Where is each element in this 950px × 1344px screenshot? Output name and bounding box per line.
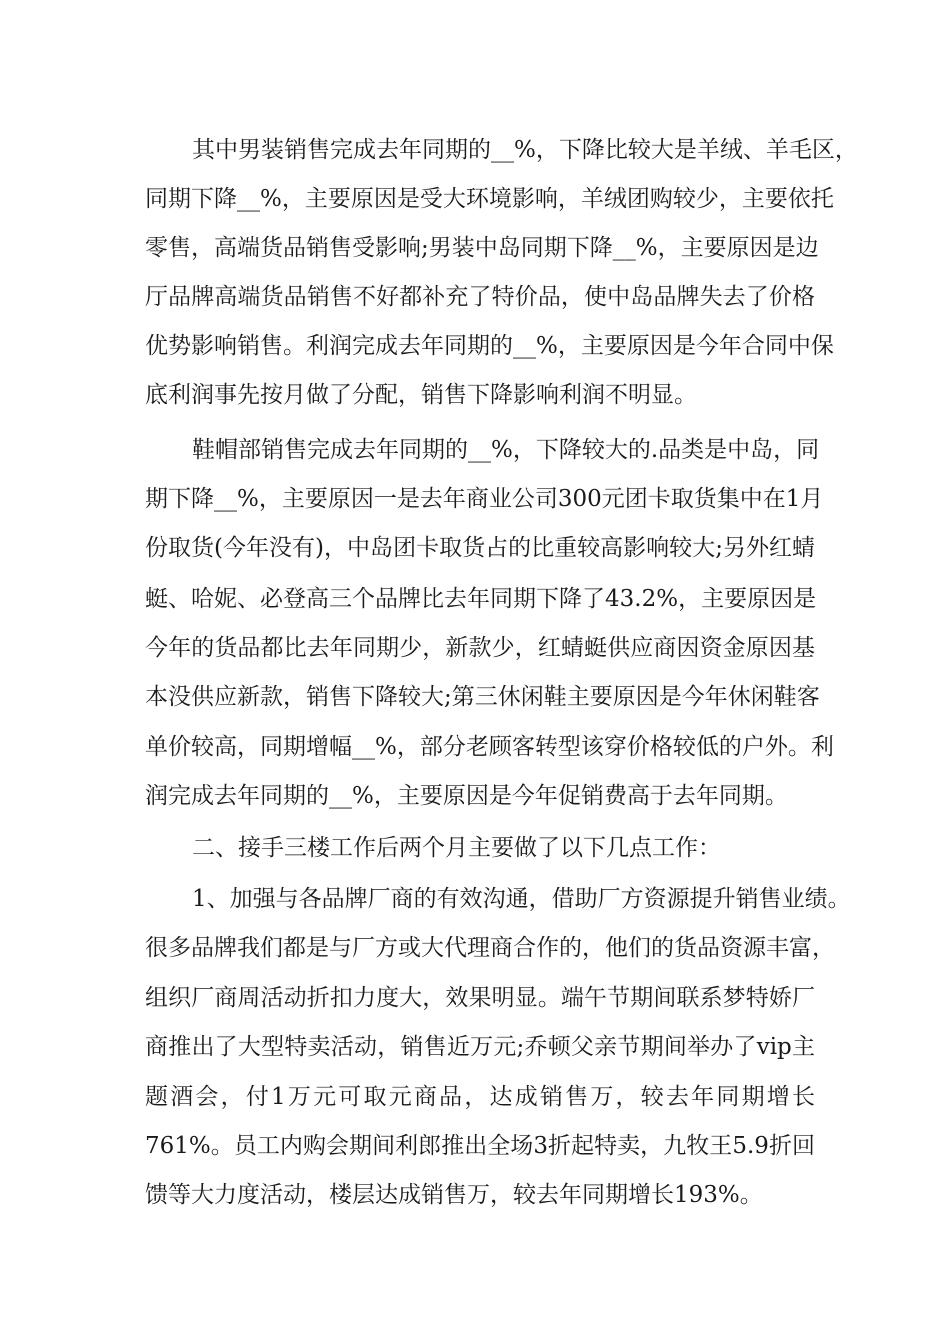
paragraph-line: 鞋帽部销售完成去年同期的__%，下降较大的.品类是中岛，同 (192, 437, 820, 463)
paragraph-line: 很多品牌我们都是与厂方或大代理商合作的，他们的货品资源丰富， (145, 935, 835, 961)
paragraph-line: 同期下降__%，主要原因是受大环境影响，羊绒团购较少，主要依托 (145, 186, 834, 212)
paragraph-line: 761%。员工内购会期间利郎推出全场3折起特卖，九牧王5.9折回 (145, 1133, 815, 1159)
paragraph-line: 1、加强与各品牌厂商的有效沟通，借助厂方资源提升销售业绩。 (192, 886, 851, 912)
paragraph-line: 份取货(今年没有)，中岛团卡取货占的比重较高影响较大;另外红蜻 (145, 535, 815, 561)
paragraph-line: 其中男装销售完成去年同期的__%，下降比较大是羊绒、羊毛区， (192, 137, 858, 163)
paragraph-line: 馈等大力度活动，楼层达成销售万，较去年同期增长193%。 (145, 1182, 763, 1208)
paragraph-line: 零售，高端货品销售受影响;男装中岛同期下降__%，主要原因是边 (145, 235, 819, 261)
paragraph-line: 商推出了大型特卖活动，销售近万元;乔顿父亲节期间举办了vip主 (145, 1034, 815, 1060)
paragraph-line: 题酒会，付1万元可取元商品，达成销售万，较去年同期增长 (145, 1084, 815, 1110)
paragraph-line: 本没供应新款，销售下降较大;第三休闲鞋主要原因是今年休闲鞋客 (145, 684, 820, 710)
paragraph-line: 单价较高，同期增幅__%，部分老顾客转型该穿价格较低的户外。利 (145, 734, 834, 760)
paragraph-line: 蜓、哈妮、必登高三个品牌比去年同期下降了43.2%，主要原因是 (145, 586, 817, 612)
paragraph-line: 底利润事先按月做了分配，销售下降影响利润不明显。 (145, 382, 697, 408)
paragraph-line: 今年的货品都比去年同期少，新款少，红蜻蜓供应商因资金原因基 (145, 635, 815, 661)
paragraph-line: 优势影响销售。利润完成去年同期的__%，主要原因是今年合同中保 (145, 333, 834, 359)
paragraph-line: 期下降__%，主要原因一是去年商业公司300元团卡取货集中在1月 (145, 486, 824, 512)
paragraph-line: 组织厂商周活动折扣力度大，效果明显。端午节期间联系梦特娇厂 (145, 985, 815, 1011)
paragraph-line: 润完成去年同期的__%，主要原因是今年促销费高于去年同期。 (145, 783, 788, 809)
paragraph-line: 厅品牌高端货品销售不好都补充了特价品，使中岛品牌失去了价格 (145, 284, 815, 310)
section-heading: 二、接手三楼工作后两个月主要做了以下几点工作： (192, 835, 721, 861)
